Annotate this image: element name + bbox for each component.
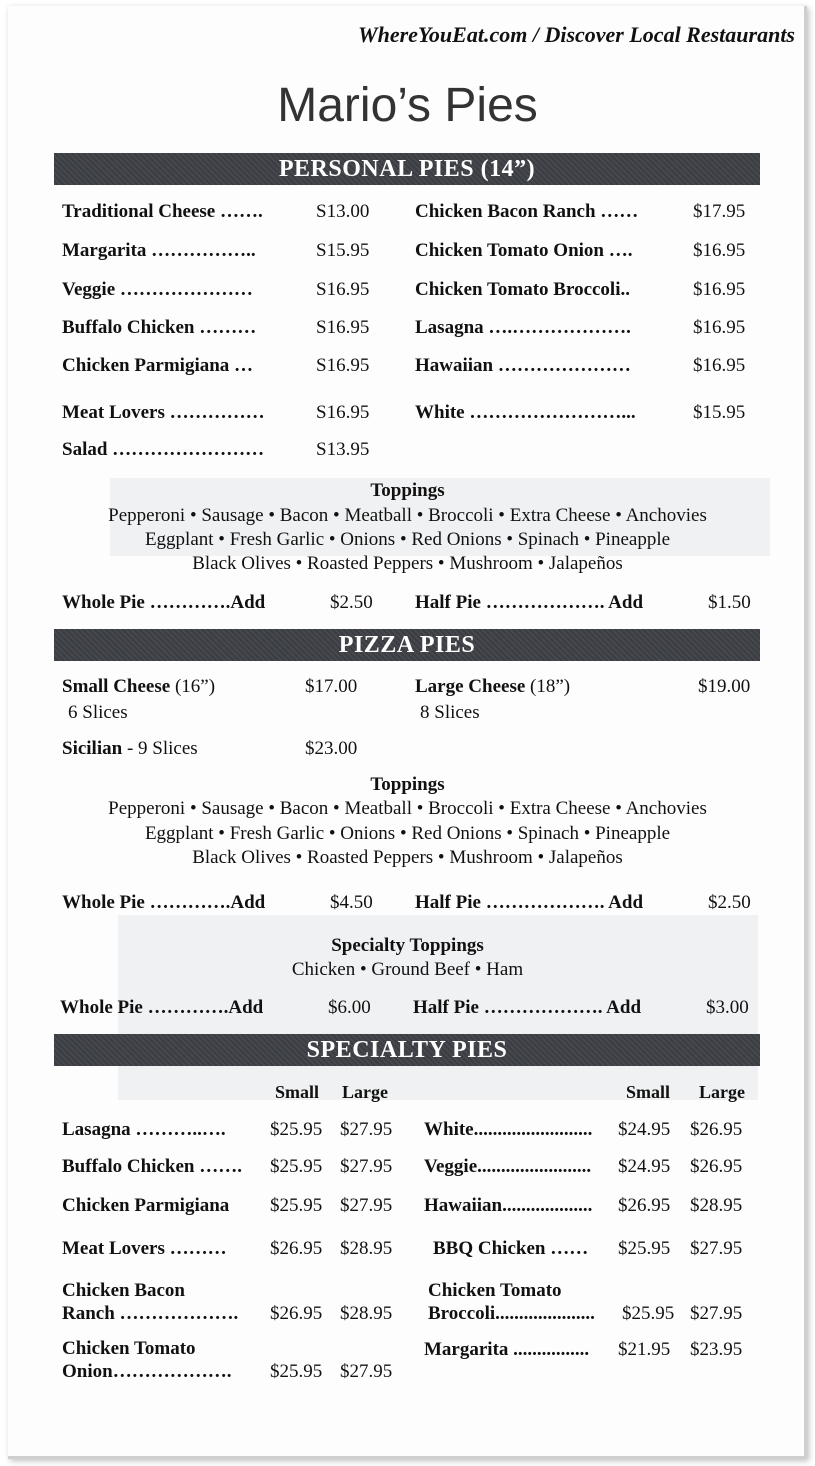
menu-item-price-small: $24.95 xyxy=(618,1119,671,1140)
menu-item-name: Salad …………………… xyxy=(62,439,265,460)
menu-item-price: S13.95 xyxy=(316,439,370,460)
menu-item-price-small: $26.95 xyxy=(270,1303,323,1324)
whole-pie-label: Whole Pie ………….Add xyxy=(62,592,266,613)
large-cheese-size: (18”) xyxy=(525,676,571,697)
menu-item-price: $16.95 xyxy=(693,317,746,338)
menu-item-price-small: $26.95 xyxy=(618,1195,671,1216)
half-pie-price: $3.00 xyxy=(706,997,749,1018)
personal-pies-heading: PERSONAL PIES (14”) xyxy=(54,153,760,185)
whole-pie-price: $2.50 xyxy=(330,592,373,613)
menu-item-name: Chicken Parmigiana … xyxy=(62,355,254,376)
large-cheese-name: Large Cheese xyxy=(415,676,526,697)
menu-item-price-large: $23.95 xyxy=(690,1339,743,1360)
toppings-line: Eggplant • Fresh Garlic • Onions • Red Onions • Spinach • Pineapple xyxy=(144,529,671,550)
menu-item-name: White......................... xyxy=(424,1119,593,1140)
menu-item-price: S15.95 xyxy=(316,240,370,261)
site-banner[interactable]: WhereYouEat.com / Discover Local Restaurants xyxy=(358,22,795,47)
toppings-line: Eggplant • Fresh Garlic • Onions • Red Onions • Spinach • Pineapple xyxy=(144,823,671,844)
menu-item-name: Buffalo Chicken ……… xyxy=(62,317,257,338)
menu-item-price: S16.95 xyxy=(316,402,370,423)
large-cheese-item xyxy=(415,676,570,698)
menu-item-name: Chicken Parmigiana xyxy=(62,1195,230,1216)
column-header-small: Small xyxy=(626,1082,671,1102)
column-header-large: Large xyxy=(342,1082,388,1102)
menu-item-price-large: $28.95 xyxy=(690,1195,743,1216)
menu-item-price-small: $25.95 xyxy=(270,1195,323,1216)
toppings-line: Black Olives • Roasted Peppers • Mushroom • Jalapeños xyxy=(192,553,623,574)
toppings-line: Pepperoni • Sausage • Bacon • Meatball • Broccoli • Extra Cheese • Anchovies xyxy=(108,505,707,526)
menu-item-name: Ranch ………………. xyxy=(62,1303,239,1324)
menu-item-price-small: $25.95 xyxy=(270,1361,323,1382)
menu-item-price: S13.00 xyxy=(316,201,370,222)
menu-item-name: Lasagna ….………………. xyxy=(415,317,631,338)
small-cheese-slices: 6 Slices xyxy=(68,702,128,723)
menu-item-price: S16.95 xyxy=(316,279,370,300)
menu-item-name: BBQ Chicken …… xyxy=(433,1238,589,1259)
menu-item-name: Meat Lovers …………… xyxy=(62,402,265,423)
small-cheese-size: (16”) xyxy=(170,676,216,697)
column-header-large: Large xyxy=(699,1082,745,1102)
menu-item-name: Veggie........................ xyxy=(424,1156,592,1177)
menu-item-name: Onion………………. xyxy=(62,1361,232,1382)
menu-item-price: $15.95 xyxy=(693,402,746,423)
menu-item-price-large: $28.95 xyxy=(340,1303,393,1324)
menu-item-price: S16.95 xyxy=(316,355,370,376)
menu-item-price-large: $28.95 xyxy=(340,1238,393,1259)
menu-item-name: White ……………………... xyxy=(415,402,636,423)
half-pie-label: Half Pie ………………. Add xyxy=(413,997,642,1018)
menu-item-price-small: $24.95 xyxy=(618,1156,671,1177)
menu-item-name: Chicken Tomato xyxy=(62,1338,196,1359)
menu-item-name: Meat Lovers ……… xyxy=(62,1238,227,1259)
small-cheese-name: Small Cheese xyxy=(62,676,171,697)
menu-item-name: Margarita ................ xyxy=(424,1339,590,1360)
menu-item-price: $16.95 xyxy=(693,355,746,376)
menu-item-price: $17.95 xyxy=(693,201,746,222)
half-pie-price: $1.50 xyxy=(708,592,751,613)
menu-item-price-large: $27.95 xyxy=(690,1303,743,1324)
menu-item-price-large: $27.95 xyxy=(340,1195,393,1216)
half-pie-price: $2.50 xyxy=(708,892,751,913)
menu-item-name: Veggie ………………… xyxy=(62,279,253,300)
small-cheese-item xyxy=(62,676,215,698)
sicilian-item xyxy=(62,738,198,760)
pizza-pies-heading: PIZZA PIES xyxy=(54,629,760,661)
whole-pie-label: Whole Pie ………….Add xyxy=(62,892,266,913)
menu-item-name: Hawaiian................... xyxy=(424,1195,593,1216)
menu-item-price-small: $26.95 xyxy=(270,1238,323,1259)
menu-item-name: Chicken Bacon xyxy=(62,1280,185,1301)
whole-pie-price: $4.50 xyxy=(330,892,373,913)
large-cheese-slices: 8 Slices xyxy=(420,702,480,723)
menu-item-price-large: $27.95 xyxy=(340,1361,393,1382)
large-cheese-price: $19.00 xyxy=(698,676,751,697)
menu-item-price-small: $21.95 xyxy=(618,1339,671,1360)
whole-pie-label: Whole Pie ………….Add xyxy=(60,997,264,1018)
menu-item-name: Chicken Tomato Onion …. xyxy=(415,240,633,261)
menu-item-price-small: $25.95 xyxy=(270,1119,323,1140)
menu-item-name: Chicken Tomato Broccoli.. xyxy=(415,279,630,300)
menu-item-price-small: $25.95 xyxy=(270,1156,323,1177)
menu-item-name: Buffalo Chicken ……. xyxy=(62,1156,242,1177)
menu-item-price: S16.95 xyxy=(316,317,370,338)
menu-item-name: Broccoli..................... xyxy=(428,1303,595,1324)
specialty-pies-heading: SPECIALTY PIES xyxy=(54,1034,760,1066)
menu-item-price-large: $27.95 xyxy=(340,1156,393,1177)
half-pie-label: Half Pie ………………. Add xyxy=(415,892,644,913)
column-header-small: Small xyxy=(275,1082,320,1102)
toppings-title: Toppings xyxy=(370,774,445,795)
menu-item-price-large: $26.95 xyxy=(690,1156,743,1177)
toppings-title: Toppings xyxy=(370,480,445,501)
menu-item-price-small: $25.95 xyxy=(618,1238,671,1259)
whole-pie-price: $6.00 xyxy=(328,997,371,1018)
menu-item-name: Lasagna ………..…. xyxy=(62,1119,226,1140)
menu-item-name: Traditional Cheese ……. xyxy=(62,201,263,222)
toppings-line: Black Olives • Roasted Peppers • Mushroom • Jalapeños xyxy=(192,847,623,868)
menu-item-name: Chicken Tomato xyxy=(428,1280,562,1301)
sicilian-name: Sicilian xyxy=(62,738,123,759)
half-pie-label: Half Pie ………………. Add xyxy=(415,592,644,613)
toppings-line: Pepperoni • Sausage • Bacon • Meatball • Broccoli • Extra Cheese • Anchovies xyxy=(108,798,707,819)
menu-item-price-large: $27.95 xyxy=(690,1238,743,1259)
specialty-toppings-line: Chicken • Ground Beef • Ham xyxy=(291,959,524,980)
menu-item-price-small: $25.95 xyxy=(622,1303,675,1324)
specialty-toppings-title: Specialty Toppings xyxy=(331,935,484,956)
menu-item-name: Chicken Bacon Ranch …… xyxy=(415,201,639,222)
menu-item-name: Margarita …………….. xyxy=(62,240,256,261)
small-cheese-price: $17.00 xyxy=(305,676,358,697)
sicilian-slices: - 9 Slices xyxy=(122,738,198,759)
sicilian-price: $23.00 xyxy=(305,738,358,759)
menu-item-price-large: $27.95 xyxy=(340,1119,393,1140)
menu-item-price: $16.95 xyxy=(693,279,746,300)
restaurant-title: Mario’s Pies xyxy=(277,79,538,132)
menu-item-name: Hawaiian ………………… xyxy=(415,355,631,376)
menu-item-price-large: $26.95 xyxy=(690,1119,743,1140)
menu-item-price: $16.95 xyxy=(693,240,746,261)
